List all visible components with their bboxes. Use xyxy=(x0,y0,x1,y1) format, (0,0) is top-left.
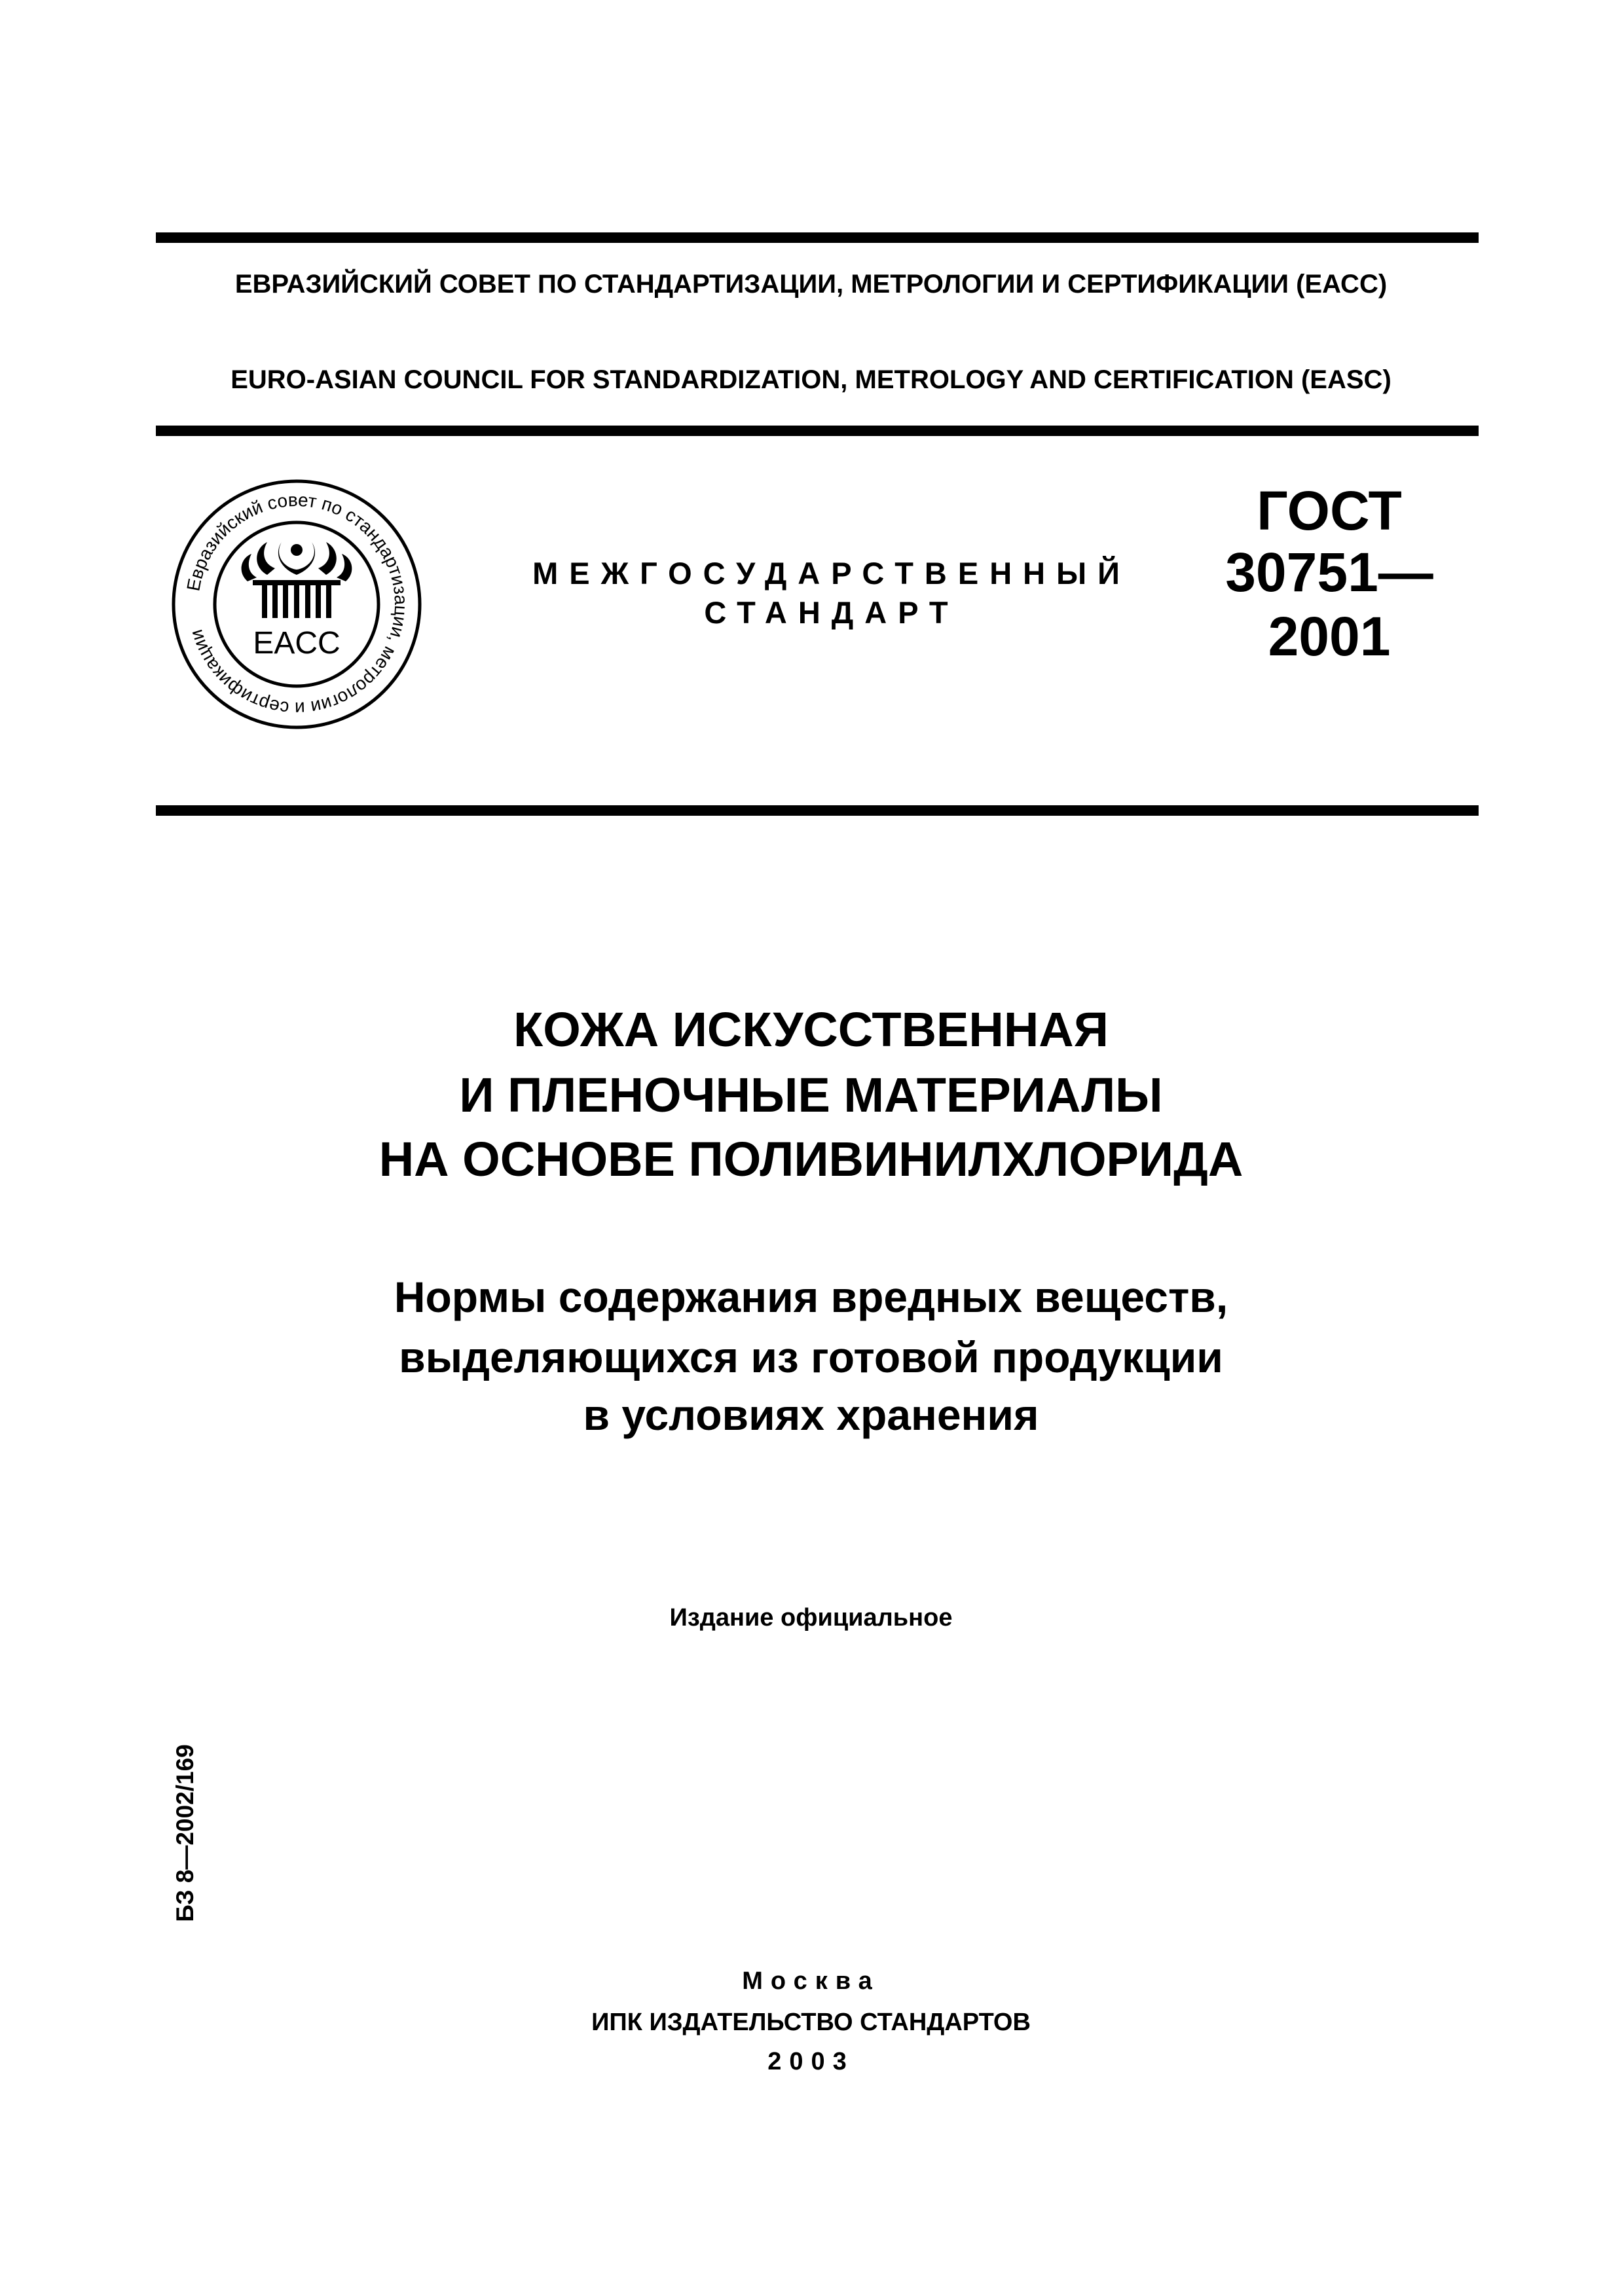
council-name-ru: ЕВРАЗИЙСКИЙ СОВЕТ ПО СТАНДАРТИЗАЦИИ, МЕТРОЛОГИИ И СЕРТИФИКАЦИИ (ЕАСС) xyxy=(234,270,1388,299)
header-lower-rule xyxy=(156,805,1479,816)
gost-label: ГОСТ xyxy=(1257,480,1402,541)
easc-seal xyxy=(169,477,424,732)
seal-abbrev: EACC xyxy=(253,626,341,661)
header-bottom-rule xyxy=(156,426,1479,436)
title-line3: НА ОСНОВЕ ПОЛИВИНИЛХЛОРИДА xyxy=(378,1132,1244,1186)
footer-year: 2003 xyxy=(767,2048,855,2075)
side-code: БЗ 8—2002/169 xyxy=(172,1744,198,1922)
subtitle-line3: в условиях хранения xyxy=(583,1391,1039,1439)
title-line2: И ПЛЕНОЧНЫЕ МАТЕРИАЛЫ xyxy=(459,1068,1163,1122)
title-line1: КОЖА ИСКУССТВЕННАЯ xyxy=(513,1002,1109,1057)
subtitle-line1: Нормы содержания вредных веществ, xyxy=(394,1273,1228,1321)
edition-label: Издание официальное xyxy=(669,1604,953,1631)
gost-number: 30751— xyxy=(1225,541,1433,603)
top-rule xyxy=(156,232,1479,243)
gost-year: 2001 xyxy=(1268,606,1391,667)
seal-ring-text: Евразийский совет по стандартизации, метрологии и сертификации xyxy=(183,489,412,720)
easc-emblem-icon xyxy=(242,542,352,618)
council-name-en: EURO-ASIAN COUNCIL FOR STANDARDIZATION, METROLOGY AND CERTIFICATION (EASC) xyxy=(230,365,1392,394)
footer-city: Москва xyxy=(742,1967,880,1995)
standard-type-line1: МЕЖГОСУДАРСТВЕННЫЙ xyxy=(532,556,1131,591)
subtitle-line2: выделяющихся из готовой продукции xyxy=(399,1333,1223,1381)
footer-publisher: ИПК ИЗДАТЕЛЬСТВО СТАНДАРТОВ xyxy=(591,2009,1031,2036)
standard-type-line2: СТАНДАРТ xyxy=(704,595,959,630)
